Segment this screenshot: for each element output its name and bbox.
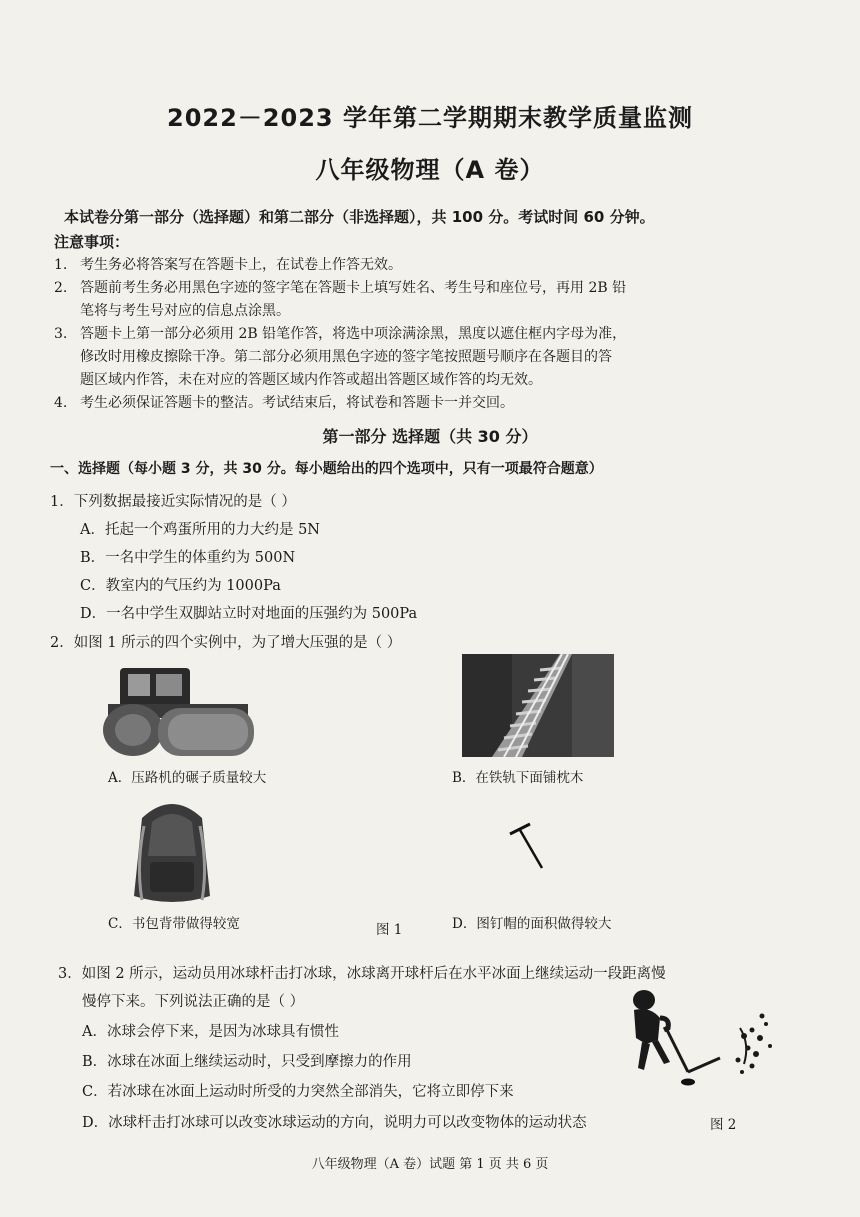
q3-stem-line2: 慢停下来。下列说法正确的是（ ） — [82, 994, 305, 1010]
q2-option-a: A．压路机的碾子质量较大 — [108, 770, 267, 786]
figure-2-label: 图 2 — [710, 1117, 737, 1133]
notice-number: 3. — [54, 326, 68, 342]
railway-track-image — [462, 654, 614, 757]
notice-number: 2. — [54, 280, 68, 296]
exam-intro: 本试卷分第一部分（选择题）和第二部分（非选择题），共 100 分。考试时间 60 分钟。 — [64, 208, 655, 226]
q2-option-b: B．在铁轨下面铺枕木 — [452, 770, 584, 786]
ice-hockey-image — [624, 988, 780, 1090]
q2-option-d: D．图钉帽的面积做得较大 — [452, 916, 612, 932]
figure-1-label: 图 1 — [376, 922, 403, 938]
notice-text: 考生务必将答案写在答题卡上，在试卷上作答无效。 — [80, 257, 402, 273]
part1-heading: 第一部分 选择题（共 30 分） — [322, 427, 538, 446]
q3-option-b: B．冰球在冰面上继续运动时，只受到摩擦力的作用 — [82, 1054, 412, 1070]
q3-stem-line1: 3．如图 2 所示，运动员用冰球杆击打冰球，冰球离开球杆后在水平冰面上继续运动一段距离慢 — [58, 966, 666, 982]
notice-item-4 — [54, 392, 814, 415]
exam-subtitle: 八年级物理（A 卷） — [315, 156, 545, 184]
backpack-image — [122, 796, 222, 908]
notice-item-2 — [54, 277, 814, 323]
q3-option-d: D．冰球杆击打冰球可以改变冰球运动的方向，说明力可以改变物体的运动状态 — [82, 1115, 587, 1131]
notice-text-cont: 笔将与考生号对应的信息点涂黑。 — [80, 303, 290, 319]
notice-item-1 — [54, 254, 814, 277]
notice-text: 答题卡上第一部分必须用 2B 铅笔作答，将选中项涂满涂黑，黑度以遮住框内字母为准， — [80, 326, 627, 342]
page-footer: 八年级物理（A 卷）试题 第 1 页 共 6 页 — [311, 1157, 549, 1172]
q3-option-a: A．冰球会停下来，是因为冰球具有惯性 — [82, 1024, 339, 1040]
notice-number: 1. — [54, 257, 68, 273]
q1-option-b: B．一名中学生的体重约为 500N — [80, 550, 296, 566]
thumbtack-image — [504, 822, 554, 876]
q1-option-a: A．托起一个鸡蛋所用的力大约是 5N — [80, 522, 320, 538]
notice-text: 答题前考生务必用黑色字迹的签字笔在答题卡上填写姓名、考生号和座位号，再用 2B 铅 — [80, 280, 627, 296]
q2-option-c: C．书包背带做得较宽 — [108, 916, 240, 932]
notice-number: 4. — [54, 395, 68, 411]
q3-option-c: C．若冰球在冰面上运动时所受的力突然全部消失，它将立即停下来 — [82, 1084, 514, 1100]
exam-title: 2022－2023 学年第二学期期末教学质量监测 — [167, 104, 693, 132]
notice-text: 考生必须保证答题卡的整洁。考试结束后，将试卷和答题卡一并交回。 — [80, 395, 514, 411]
notice-text-cont: 题区域内作答，未在对应的答题区域内作答或超出答题区域作答的均无效。 — [80, 372, 542, 388]
q1-option-d: D．一名中学生双脚站立时对地面的压强约为 500Pa — [80, 606, 418, 622]
road-roller-image — [98, 660, 260, 760]
q2-stem: 2．如图 1 所示的四个实例中，为了增大压强的是（ ） — [50, 635, 402, 651]
notice-heading: 注意事项： — [54, 233, 130, 251]
section-heading: 一、选择题（每小题 3 分，共 30 分。每小题给出的四个选项中，只有一项最符合题意） — [50, 461, 603, 477]
q1-option-c: C．教室内的气压约为 1000Pa — [80, 578, 281, 594]
q1-stem: 1．下列数据最接近实际情况的是（ ） — [50, 494, 296, 510]
notice-item-3 — [54, 323, 814, 392]
notice-text-cont: 修改时用橡皮擦除干净。第二部分必须用黑色字迹的签字笔按照题号顺序在各题目的答 — [80, 349, 612, 365]
